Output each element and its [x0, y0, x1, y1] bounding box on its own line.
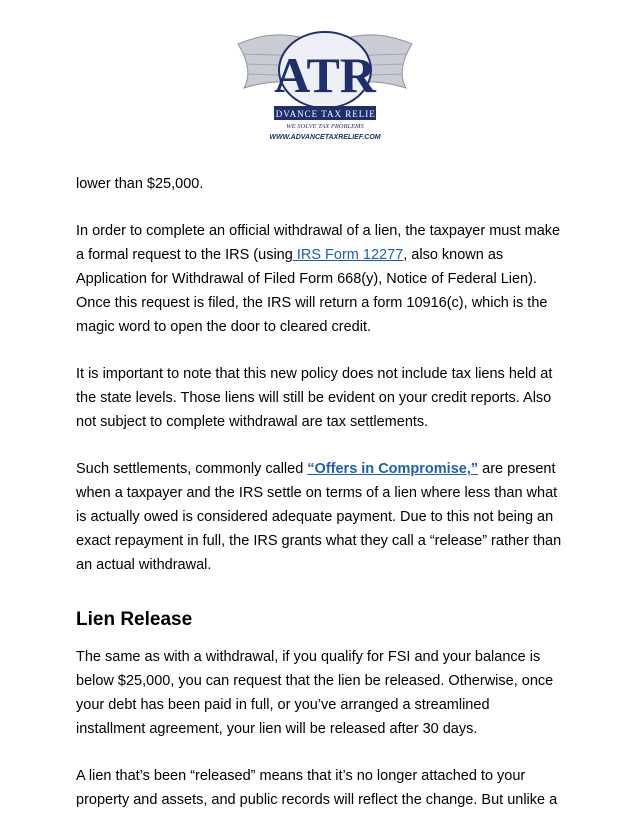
paragraph-intro	[76, 172, 576, 196]
atr-logo-emblem	[230, 22, 420, 144]
text-line: A lien that’s been “released” means that it’s no longer attached to your	[76, 768, 526, 784]
text-line: not subject to complete withdrawal are tax settlements.	[76, 414, 429, 430]
text-line: below $25,000, you can request that the lien be released. Otherwise, once	[76, 673, 554, 689]
text-line: installment agreement, your lien will be released after 30 days.	[76, 721, 478, 737]
text-segment: are present	[478, 461, 556, 477]
text-line: property and assets, and public records will reflect the change. But unlike a	[76, 792, 558, 808]
text-segment: , also known as	[403, 247, 504, 263]
text-line: lower than $25,000.	[76, 176, 204, 192]
text-line: the state levels. Those liens will still be evident on your credit reports. Also	[76, 390, 552, 406]
text-line	[76, 457, 576, 481]
text-line: your debt has been paid in full, or you’ve arranged a streamlined	[76, 697, 490, 713]
logo-company-name: ADVANCE TAX RELIEF	[268, 109, 382, 119]
text-line: Once this request is filed, the IRS will return a form 10916(c), which is the	[76, 295, 548, 311]
text-line: It is important to note that this new policy does not include tax liens held at	[76, 366, 553, 382]
paragraph-settlements	[76, 457, 576, 577]
text-line: In order to complete an official withdrawal of a lien, the taxpayer must make	[76, 223, 561, 239]
text-line: Application for Withdrawal of Filed Form 668(y), Notice of Federal Lien).	[76, 271, 537, 287]
text-line	[76, 243, 576, 267]
paragraph-withdrawal-request	[76, 219, 576, 339]
text-segment: a formal request to the IRS (using	[76, 247, 293, 263]
text-line: magic word to open the door to cleared credit.	[76, 319, 371, 335]
logo-tagline: WE SOLVE TAX PROBLEMS	[286, 123, 364, 130]
section-heading-lien-release: Lien Release	[76, 609, 193, 630]
text-line: is actually owed is considered adequate payment. Due to this not being an	[76, 509, 554, 525]
text-line: an actual withdrawal.	[76, 557, 212, 573]
paragraph-state-liens	[76, 362, 576, 434]
document-body	[76, 172, 576, 835]
logo-url: WWW.ADVANCETAXRELIEF.COM	[269, 134, 381, 141]
advance-tax-relief-logo	[230, 22, 420, 144]
paragraph-released-meaning	[76, 764, 576, 812]
irs-form-12277-link[interactable]: IRS Form 12277	[292, 247, 404, 263]
text-line: The same as with a withdrawal, if you qualify for FSI and your balance is	[76, 649, 541, 665]
offers-in-compromise-link[interactable]: “Offers in Compromise,”	[307, 461, 479, 477]
text-line: exact repayment in full, the IRS grants what they call a “release” rather than	[76, 533, 562, 549]
text-segment: Such settlements, commonly called	[76, 461, 308, 477]
paragraph-release-qualify	[76, 645, 576, 741]
logo-monogram: ATR	[274, 47, 376, 103]
text-line: when a taxpayer and the IRS settle on terms of a lien where less than what	[76, 485, 558, 501]
